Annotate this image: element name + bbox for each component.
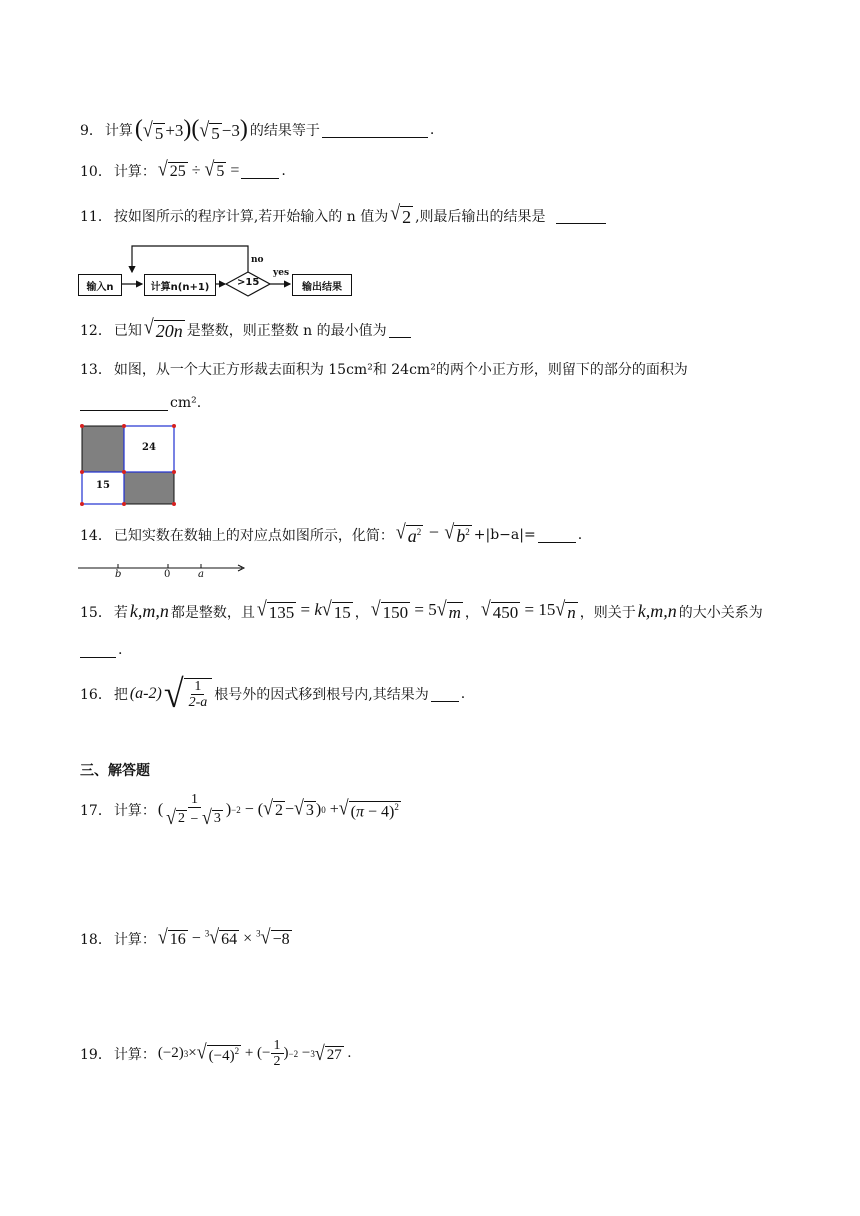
question-number: 10． <box>80 163 112 180</box>
question-number: 17． <box>80 802 112 819</box>
question-10 <box>80 157 286 181</box>
question-13-answer-line <box>80 395 201 411</box>
math-expression: (−2) 3 × √ $(-4)^2$ + (− $\frac{1}{2}$ ) −2 − 3 √ 27 . <box>157 1038 352 1070</box>
label-15: 15 <box>96 480 110 491</box>
answer-blank <box>389 336 411 338</box>
question-text: 如图，从一个大正方形裁去面积为 15cm²和 24cm²的两个小正方形，则留下的部分的面积为 <box>113 362 688 378</box>
math-expression: √ 25 ÷ √ 5 = <box>157 157 240 181</box>
answer-blank <box>241 177 279 179</box>
question-16 <box>80 672 466 716</box>
question-tail: 的结果等于 <box>249 123 320 139</box>
section-title: 三、解答题 <box>80 763 150 779</box>
question-13 <box>80 359 688 379</box>
question-12 <box>80 315 411 342</box>
question-text: 按如图所示的程序计算,若开始输入的 n 值为 <box>113 209 389 225</box>
answer-blank <box>431 700 459 702</box>
label-b: b <box>115 569 122 580</box>
question-tail: 根号外的因式移到根号内,其结果为 <box>214 687 429 703</box>
question-tail: ，则关于 <box>579 604 636 621</box>
vars: k,m,n <box>637 601 677 621</box>
label-24: 24 <box>142 442 156 453</box>
question-15-answer-line <box>80 642 122 658</box>
answer-blank <box>80 409 168 411</box>
output-box: 输出结果 <box>292 274 352 296</box>
question-text: 已知 <box>113 323 142 339</box>
question-17 <box>80 792 401 828</box>
math-sqrt: √ 20n <box>143 315 183 341</box>
math-expression: ( 1 √ 2 − √ 3 ) −2 − ( √ 2 − √ 3 ) 0 + √ $(\pi - 4)^2$ <box>157 792 399 829</box>
question-number: 9． <box>80 123 103 139</box>
question-tail: +|b−a|= <box>473 526 536 543</box>
fraction-denominator: 2-a <box>188 695 208 711</box>
math-expression: ( √ 5 +3)( √ 5 −3) <box>134 116 248 143</box>
vars: k,m,n <box>129 601 169 621</box>
square-figure <box>80 424 176 506</box>
period: . <box>460 686 466 702</box>
label-a: a <box>198 569 204 580</box>
question-tail: ,则最后输出的结果是 <box>415 209 546 225</box>
condition-label: >15 <box>237 277 260 288</box>
period: . <box>577 526 583 543</box>
period: . <box>281 162 286 179</box>
question-number: 14． <box>80 527 112 544</box>
period: . <box>118 642 123 658</box>
label-zero: 0 <box>164 569 171 580</box>
question-tail: 的大小关系为 <box>678 604 763 621</box>
input-box: 输入n <box>78 274 122 296</box>
equation-2: √ 150 = 5 √ m <box>370 597 461 622</box>
program-flowchart <box>78 242 358 302</box>
math-sqrt: √ 2 <box>390 201 412 227</box>
yes-label: yes <box>273 268 290 278</box>
math-expression: √ 16 − $^3$ √ 64 × $^3$ √ −8 <box>157 925 290 949</box>
unit: cm². <box>170 395 202 411</box>
number-line-axis <box>78 560 248 586</box>
question-number: 13． <box>80 362 112 378</box>
compute-box: 计算n(n+1) <box>144 274 216 296</box>
question-mid: 都是整数，且 <box>170 604 255 621</box>
square-diagram <box>80 424 176 506</box>
question-number: 18． <box>80 931 112 948</box>
question-number: 16． <box>80 687 112 703</box>
question-14 <box>80 522 582 547</box>
question-number: 15． <box>80 604 112 621</box>
question-text: 已知实数在数轴上的对应点如图所示，化简： <box>113 527 394 544</box>
answer-blank <box>538 541 576 543</box>
question-text: 计算： <box>113 1046 156 1063</box>
comma: ， <box>464 604 479 621</box>
comma: ， <box>354 604 369 621</box>
number-line <box>78 560 248 586</box>
question-number: 12． <box>80 323 112 339</box>
equation-1: √ 135 = k √ 15 <box>256 597 351 622</box>
equation-3: √ 450 = 15 √ n <box>480 597 576 622</box>
fraction-numerator: 1 <box>191 679 204 695</box>
factor: (a-2) <box>129 685 162 702</box>
answer-blank <box>556 222 606 224</box>
question-19 <box>80 1038 351 1070</box>
question-9 <box>80 116 434 144</box>
question-text: 计算： <box>113 802 156 819</box>
question-18 <box>80 925 292 949</box>
question-text: 计算 <box>104 123 133 139</box>
question-text: 把 <box>113 687 128 703</box>
question-11 <box>80 201 606 228</box>
question-tail: 是整数，则正整数 n 的最小值为 <box>186 323 387 339</box>
period: . <box>429 122 435 138</box>
question-number: 11． <box>80 209 112 225</box>
answer-blank <box>80 656 116 658</box>
question-15 <box>80 597 763 623</box>
question-text: 若 <box>113 604 128 621</box>
math-sqrt-fraction: √ $\frac{1}{2-a}$ <box>164 676 212 712</box>
question-text: 计算： <box>113 931 156 948</box>
question-text: 计算： <box>113 163 156 180</box>
math-expression: √ $a^2$ − √ $b^2$ <box>395 520 470 546</box>
no-label: no <box>251 255 264 265</box>
question-number: 19． <box>80 1046 112 1063</box>
answer-blank <box>322 136 428 138</box>
